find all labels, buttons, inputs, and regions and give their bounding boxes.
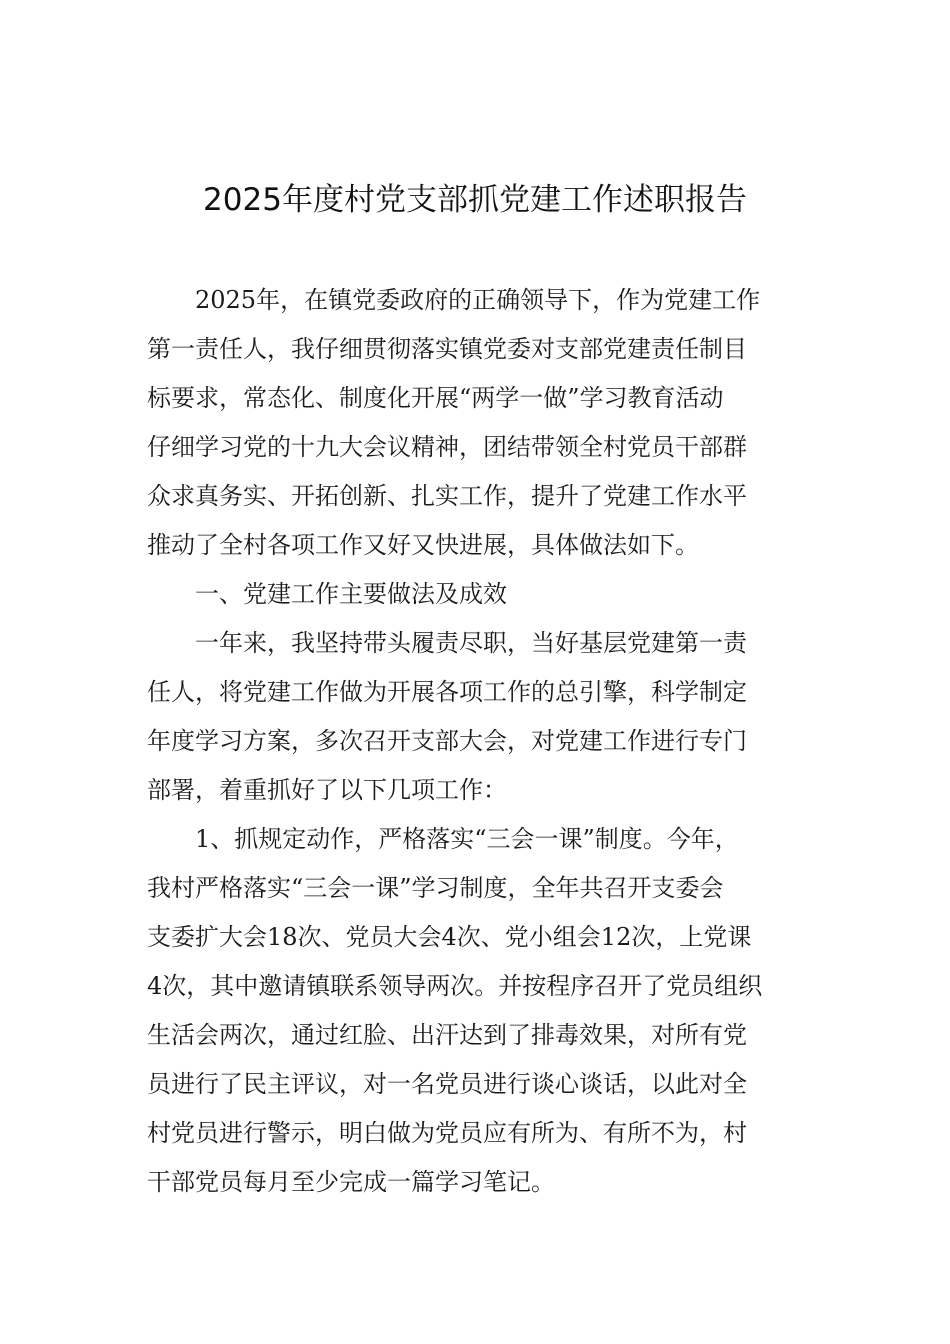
body-line: 1、抓规定动作，严格落实“三会一课”制度。今年， (195, 825, 739, 853)
body-line: 4次，其中邀请镇联系领导两次。并按程序召开了党员组织 (147, 972, 763, 1000)
body-line: 2025年，在镇党委政府的正确领导下，作为党建工作 (195, 286, 761, 314)
section-heading: 一、党建工作主要做法及成效 (195, 580, 507, 608)
document-title: 2025年度村党支部抓党建工作述职报告 (203, 182, 747, 218)
body-line: 员进行了民主评议，对一名党员进行谈心谈话，以此对全 (147, 1070, 747, 1098)
body-line: 我村严格落实“三会一课”学习制度，全年共召开支委会 (147, 874, 724, 902)
body-line: 支委扩大会18次、党员大会4次、党小组会12次，上党课 (147, 923, 752, 951)
body-line: 村党员进行警示，明白做为党员应有所为、有所不为，村 (147, 1119, 747, 1147)
body-line: 众求真务实、开拓创新、扎实工作，提升了党建工作水平 (147, 482, 747, 510)
body-line: 推动了全村各项工作又好又快进展，具体做法如下。 (147, 531, 699, 559)
body-line: 一年来，我坚持带头履责尽职，当好基层党建第一责 (195, 629, 747, 657)
body-line: 仔细学习党的十九大会议精神，团结带领全村党员干部群 (147, 433, 747, 461)
body-line: 第一责任人，我仔细贯彻落实镇党委对支部党建责任制目 (147, 335, 747, 363)
document-body (147, 276, 811, 1207)
body-line: 部署，着重抓好了以下几项工作： (147, 776, 507, 804)
body-line: 生活会两次，通过红脸、出汗达到了排毒效果，对所有党 (147, 1021, 747, 1049)
body-line: 标要求，常态化、制度化开展“两学一做”学习教育活动 (147, 384, 724, 412)
body-line: 任人，将党建工作做为开展各项工作的总引擎，科学制定 (147, 678, 747, 706)
body-line: 年度学习方案，多次召开支部大会，对党建工作进行专门 (147, 727, 747, 755)
body-line: 干部党员每月至少完成一篇学习笔记。 (147, 1168, 555, 1196)
